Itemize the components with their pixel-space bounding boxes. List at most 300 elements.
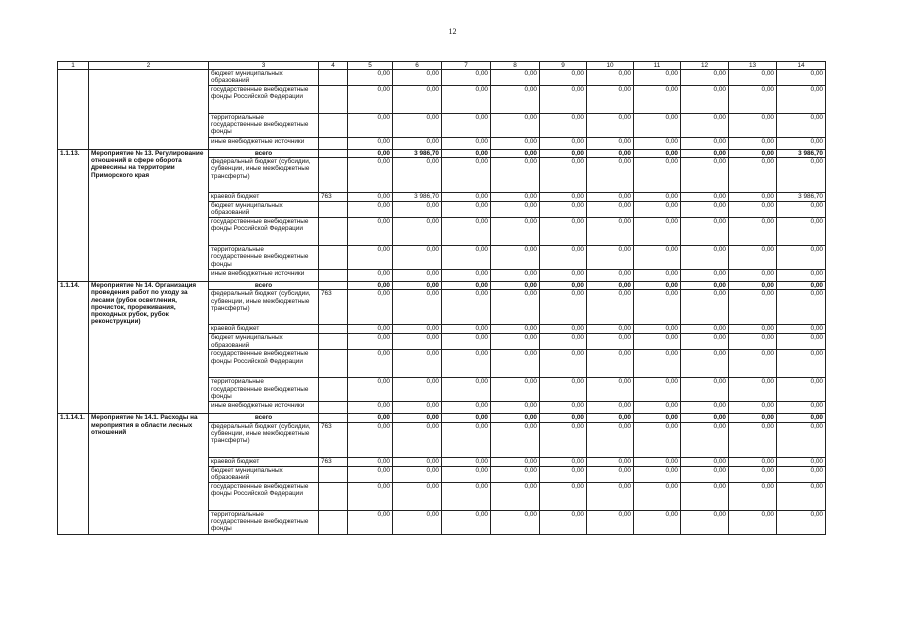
amount-cell: 0,00 [491, 158, 540, 193]
amount-cell: 0,00 [442, 158, 491, 193]
amount-cell: 3 986,70 [393, 150, 442, 158]
amount-cell: 0,00 [540, 402, 587, 414]
funding-source: иные внебюджетные источники [209, 402, 319, 414]
amount-cell: 0,00 [681, 86, 729, 114]
amount-cell: 0,00 [587, 114, 634, 138]
amount-cell: 0,00 [540, 150, 587, 158]
budget-code [319, 158, 348, 193]
amount-cell: 0,00 [348, 422, 393, 457]
amount-cell: 0,00 [491, 402, 540, 414]
amount-cell: 0,00 [540, 86, 587, 114]
amount-cell: 0,00 [491, 482, 540, 510]
amount-cell: 0,00 [540, 193, 587, 202]
amount-cell: 0,00 [681, 193, 729, 202]
amount-cell: 0,00 [587, 270, 634, 282]
amount-cell: 0,00 [634, 457, 681, 466]
amount-cell: 0,00 [491, 270, 540, 282]
amount-cell: 0,00 [540, 422, 587, 457]
column-number: 3 [209, 62, 319, 70]
amount-cell: 0,00 [634, 193, 681, 202]
column-number-row [58, 62, 826, 70]
amount-cell: 0,00 [442, 482, 491, 510]
budget-code: 763 [319, 193, 348, 202]
amount-cell: 0,00 [540, 202, 587, 218]
measure-number: 1.1.14. [58, 282, 89, 414]
budget-code [319, 414, 348, 422]
amount-cell: 0,00 [348, 70, 393, 86]
amount-cell: 0,00 [348, 350, 393, 378]
amount-cell: 0,00 [681, 114, 729, 138]
amount-cell: 0,00 [491, 70, 540, 86]
amount-cell: 0,00 [729, 414, 777, 422]
amount-cell: 0,00 [442, 350, 491, 378]
amount-cell: 0,00 [442, 202, 491, 218]
amount-cell: 0,00 [393, 270, 442, 282]
budget-code [319, 202, 348, 218]
amount-cell: 0,00 [540, 414, 587, 422]
amount-cell: 0,00 [393, 86, 442, 114]
amount-cell: 0,00 [491, 378, 540, 402]
column-number: 5 [348, 62, 393, 70]
amount-cell: 0,00 [587, 70, 634, 86]
column-number: 8 [491, 62, 540, 70]
amount-cell: 0,00 [393, 334, 442, 350]
amount-cell: 0,00 [348, 218, 393, 246]
amount-cell: 0,00 [587, 246, 634, 270]
amount-cell: 0,00 [634, 510, 681, 534]
amount-cell: 0,00 [729, 350, 777, 378]
amount-cell: 0,00 [777, 422, 826, 457]
funding-source: государственные внебюджетные фонды Российской Федерации [209, 482, 319, 510]
amount-cell: 0,00 [634, 138, 681, 150]
amount-cell: 0,00 [681, 457, 729, 466]
amount-cell: 0,00 [393, 202, 442, 218]
funding-source: иные внебюджетные источники [209, 270, 319, 282]
amount-cell: 0,00 [348, 282, 393, 290]
column-number: 2 [89, 62, 209, 70]
amount-cell: 0,00 [442, 282, 491, 290]
amount-cell: 0,00 [634, 350, 681, 378]
amount-cell: 3 986,70 [393, 193, 442, 202]
amount-cell: 0,00 [393, 378, 442, 402]
amount-cell: 0,00 [634, 290, 681, 325]
measure-name: Мероприятие № 14. Организация проведения работ по уходу за лесами (рубок осветления, прочисток, прореживания, проходных рубок, рубок реконструкции) [89, 282, 209, 414]
amount-cell: 0,00 [681, 414, 729, 422]
amount-cell: 0,00 [729, 325, 777, 334]
amount-cell: 0,00 [491, 290, 540, 325]
amount-cell: 0,00 [442, 325, 491, 334]
funding-source: краевой бюджет [209, 325, 319, 334]
amount-cell: 0,00 [393, 246, 442, 270]
funding-source: территориальные государственные внебюджетные фонды [209, 378, 319, 402]
amount-cell: 0,00 [491, 138, 540, 150]
amount-cell: 0,00 [777, 457, 826, 466]
amount-cell: 0,00 [587, 334, 634, 350]
amount-cell: 0,00 [729, 334, 777, 350]
amount-cell: 0,00 [491, 150, 540, 158]
amount-cell: 0,00 [540, 457, 587, 466]
amount-cell: 0,00 [348, 457, 393, 466]
funding-source: федеральный бюджет (субсидии, субвенции, иные межбюджетные трансферты) [209, 158, 319, 193]
table-body [58, 62, 826, 535]
amount-cell: 0,00 [348, 510, 393, 534]
funding-source: федеральный бюджет (субсидии, субвенции, иные межбюджетные трансферты) [209, 422, 319, 457]
amount-cell: 0,00 [442, 270, 491, 282]
table-row [58, 150, 826, 158]
amount-cell: 0,00 [681, 466, 729, 482]
amount-cell: 0,00 [681, 270, 729, 282]
amount-cell: 0,00 [491, 86, 540, 114]
budget-code [319, 70, 348, 86]
budget-code [319, 282, 348, 290]
amount-cell: 0,00 [587, 193, 634, 202]
funding-source: государственные внебюджетные фонды Российской Федерации [209, 350, 319, 378]
amount-cell: 0,00 [491, 457, 540, 466]
amount-cell: 0,00 [587, 158, 634, 193]
amount-cell: 0,00 [393, 510, 442, 534]
column-number: 4 [319, 62, 348, 70]
amount-cell: 0,00 [729, 114, 777, 138]
funding-source: краевой бюджет [209, 193, 319, 202]
amount-cell: 0,00 [540, 70, 587, 86]
amount-cell: 0,00 [442, 114, 491, 138]
measure-name [89, 70, 209, 150]
amount-cell: 0,00 [348, 138, 393, 150]
amount-cell: 0,00 [442, 422, 491, 457]
funding-source: территориальные государственные внебюджетные фонды [209, 510, 319, 534]
amount-cell: 0,00 [348, 402, 393, 414]
amount-cell: 0,00 [442, 334, 491, 350]
amount-cell: 0,00 [348, 150, 393, 158]
amount-cell: 0,00 [393, 422, 442, 457]
funding-source: государственные внебюджетные фонды Российской Федерации [209, 86, 319, 114]
budget-code [319, 466, 348, 482]
amount-cell: 0,00 [491, 422, 540, 457]
measure-name: Мероприятие № 13. Регулирование отношений в сфере оборота древесины на территории Приморского края [89, 150, 209, 282]
amount-cell: 0,00 [587, 466, 634, 482]
budget-code [319, 378, 348, 402]
amount-cell: 3 986,70 [777, 193, 826, 202]
amount-cell: 0,00 [634, 422, 681, 457]
amount-cell: 0,00 [540, 270, 587, 282]
amount-cell: 0,00 [393, 218, 442, 246]
amount-cell: 0,00 [729, 482, 777, 510]
amount-cell: 0,00 [777, 378, 826, 402]
amount-cell: 0,00 [393, 325, 442, 334]
amount-cell: 0,00 [587, 86, 634, 114]
amount-cell: 0,00 [729, 282, 777, 290]
amount-cell: 0,00 [777, 218, 826, 246]
amount-cell: 0,00 [777, 334, 826, 350]
amount-cell: 0,00 [587, 150, 634, 158]
amount-cell: 0,00 [634, 325, 681, 334]
amount-cell: 0,00 [777, 482, 826, 510]
funding-source: иные внебюджетные источники [209, 138, 319, 150]
funding-source: всего [209, 150, 319, 158]
amount-cell: 0,00 [634, 334, 681, 350]
amount-cell: 0,00 [681, 282, 729, 290]
amount-cell: 0,00 [729, 158, 777, 193]
funding-source: бюджет муниципальных образований [209, 202, 319, 218]
amount-cell: 0,00 [729, 270, 777, 282]
amount-cell: 0,00 [491, 218, 540, 246]
amount-cell: 3 986,70 [777, 150, 826, 158]
column-number: 14 [777, 62, 826, 70]
amount-cell: 0,00 [729, 402, 777, 414]
amount-cell: 0,00 [634, 270, 681, 282]
amount-cell: 0,00 [540, 325, 587, 334]
column-number: 12 [681, 62, 729, 70]
amount-cell: 0,00 [634, 70, 681, 86]
amount-cell: 0,00 [587, 282, 634, 290]
budget-code [319, 325, 348, 334]
column-number: 13 [729, 62, 777, 70]
amount-cell: 0,00 [681, 325, 729, 334]
amount-cell: 0,00 [393, 158, 442, 193]
amount-cell: 0,00 [681, 70, 729, 86]
amount-cell: 0,00 [729, 202, 777, 218]
budget-code [319, 510, 348, 534]
amount-cell: 0,00 [393, 402, 442, 414]
amount-cell: 0,00 [348, 334, 393, 350]
budget-code [319, 402, 348, 414]
amount-cell: 0,00 [634, 246, 681, 270]
funding-source: всего [209, 282, 319, 290]
amount-cell: 0,00 [729, 510, 777, 534]
amount-cell: 0,00 [491, 466, 540, 482]
amount-cell: 0,00 [393, 350, 442, 378]
table-row [58, 414, 826, 422]
amount-cell: 0,00 [442, 378, 491, 402]
amount-cell: 0,00 [491, 282, 540, 290]
column-number: 11 [634, 62, 681, 70]
amount-cell: 0,00 [442, 150, 491, 158]
amount-cell: 0,00 [681, 138, 729, 150]
amount-cell: 0,00 [634, 202, 681, 218]
amount-cell: 0,00 [634, 466, 681, 482]
amount-cell: 0,00 [540, 482, 587, 510]
budget-code [319, 270, 348, 282]
measure-name: Мероприятие № 14.1. Расходы на мероприятия в области лесных отношений [89, 414, 209, 534]
amount-cell: 0,00 [393, 290, 442, 325]
funding-source: территориальные государственные внебюджетные фонды [209, 246, 319, 270]
amount-cell: 0,00 [634, 114, 681, 138]
table-row [58, 282, 826, 290]
amount-cell: 0,00 [491, 325, 540, 334]
amount-cell: 0,00 [777, 86, 826, 114]
column-number: 9 [540, 62, 587, 70]
amount-cell: 0,00 [729, 138, 777, 150]
amount-cell: 0,00 [681, 510, 729, 534]
amount-cell: 0,00 [681, 218, 729, 246]
amount-cell: 0,00 [540, 114, 587, 138]
measure-number [58, 70, 89, 150]
funding-source: краевой бюджет [209, 457, 319, 466]
amount-cell: 0,00 [393, 482, 442, 510]
amount-cell: 0,00 [681, 378, 729, 402]
amount-cell: 0,00 [348, 290, 393, 325]
amount-cell: 0,00 [540, 282, 587, 290]
amount-cell: 0,00 [729, 290, 777, 325]
amount-cell: 0,00 [587, 378, 634, 402]
amount-cell: 0,00 [729, 86, 777, 114]
amount-cell: 0,00 [393, 466, 442, 482]
page-number: 12 [448, 27, 457, 36]
amount-cell: 0,00 [348, 193, 393, 202]
amount-cell: 0,00 [540, 290, 587, 325]
amount-cell: 0,00 [681, 246, 729, 270]
amount-cell: 0,00 [442, 86, 491, 114]
amount-cell: 0,00 [540, 334, 587, 350]
amount-cell: 0,00 [587, 325, 634, 334]
amount-cell: 0,00 [587, 457, 634, 466]
funding-source: федеральный бюджет (субсидии, субвенции, иные межбюджетные трансферты) [209, 290, 319, 325]
amount-cell: 0,00 [729, 422, 777, 457]
column-number: 10 [587, 62, 634, 70]
amount-cell: 0,00 [681, 422, 729, 457]
amount-cell: 0,00 [681, 482, 729, 510]
amount-cell: 0,00 [393, 70, 442, 86]
amount-cell: 0,00 [540, 218, 587, 246]
amount-cell: 0,00 [777, 402, 826, 414]
amount-cell: 0,00 [634, 282, 681, 290]
amount-cell: 0,00 [681, 350, 729, 378]
amount-cell: 0,00 [540, 378, 587, 402]
budget-code [319, 246, 348, 270]
amount-cell: 0,00 [777, 158, 826, 193]
budget-code [319, 218, 348, 246]
amount-cell: 0,00 [491, 510, 540, 534]
amount-cell: 0,00 [348, 325, 393, 334]
amount-cell: 0,00 [729, 70, 777, 86]
budget-code [319, 482, 348, 510]
amount-cell: 0,00 [777, 510, 826, 534]
amount-cell: 0,00 [777, 350, 826, 378]
amount-cell: 0,00 [777, 138, 826, 150]
amount-cell: 0,00 [442, 70, 491, 86]
funding-source: территориальные государственные внебюджетные фонды [209, 114, 319, 138]
amount-cell: 0,00 [777, 202, 826, 218]
budget-code [319, 138, 348, 150]
amount-cell: 0,00 [634, 86, 681, 114]
amount-cell: 0,00 [777, 246, 826, 270]
amount-cell: 0,00 [491, 334, 540, 350]
amount-cell: 0,00 [729, 193, 777, 202]
amount-cell: 0,00 [540, 510, 587, 534]
amount-cell: 0,00 [634, 482, 681, 510]
amount-cell: 0,00 [442, 457, 491, 466]
funding-source: бюджет муниципальных образований [209, 334, 319, 350]
amount-cell: 0,00 [491, 246, 540, 270]
amount-cell: 0,00 [348, 114, 393, 138]
amount-cell: 0,00 [442, 510, 491, 534]
amount-cell: 0,00 [393, 457, 442, 466]
budget-code [319, 350, 348, 378]
amount-cell: 0,00 [729, 150, 777, 158]
amount-cell: 0,00 [681, 334, 729, 350]
amount-cell: 0,00 [777, 70, 826, 86]
amount-cell: 0,00 [587, 202, 634, 218]
budget-code [319, 150, 348, 158]
funding-source: государственные внебюджетные фонды Российской Федерации [209, 218, 319, 246]
amount-cell: 0,00 [491, 202, 540, 218]
amount-cell: 0,00 [348, 158, 393, 193]
amount-cell: 0,00 [491, 414, 540, 422]
amount-cell: 0,00 [777, 414, 826, 422]
amount-cell: 0,00 [442, 402, 491, 414]
amount-cell: 0,00 [491, 193, 540, 202]
amount-cell: 0,00 [729, 466, 777, 482]
amount-cell: 0,00 [348, 270, 393, 282]
amount-cell: 0,00 [587, 422, 634, 457]
amount-cell: 0,00 [729, 218, 777, 246]
amount-cell: 0,00 [348, 202, 393, 218]
amount-cell: 0,00 [777, 325, 826, 334]
amount-cell: 0,00 [442, 138, 491, 150]
measure-number: 1.1.13. [58, 150, 89, 282]
amount-cell: 0,00 [587, 350, 634, 378]
budget-code [319, 114, 348, 138]
table-row [58, 70, 826, 86]
amount-cell: 0,00 [777, 282, 826, 290]
budget-code [319, 334, 348, 350]
amount-cell: 0,00 [348, 414, 393, 422]
amount-cell: 0,00 [634, 378, 681, 402]
amount-cell: 0,00 [729, 378, 777, 402]
funding-source: бюджет муниципальных образований [209, 70, 319, 86]
amount-cell: 0,00 [491, 350, 540, 378]
amount-cell: 0,00 [393, 138, 442, 150]
amount-cell: 0,00 [348, 466, 393, 482]
funding-source: бюджет муниципальных образований [209, 466, 319, 482]
amount-cell: 0,00 [634, 402, 681, 414]
amount-cell: 0,00 [681, 402, 729, 414]
budget-code: 763 [319, 290, 348, 325]
amount-cell: 0,00 [442, 246, 491, 270]
amount-cell: 0,00 [587, 402, 634, 414]
amount-cell: 0,00 [540, 350, 587, 378]
amount-cell: 0,00 [587, 290, 634, 325]
amount-cell: 0,00 [393, 114, 442, 138]
amount-cell: 0,00 [442, 290, 491, 325]
funding-source: всего [209, 414, 319, 422]
amount-cell: 0,00 [540, 158, 587, 193]
amount-cell: 0,00 [587, 482, 634, 510]
amount-cell: 0,00 [442, 414, 491, 422]
amount-cell: 0,00 [777, 114, 826, 138]
amount-cell: 0,00 [587, 138, 634, 150]
measure-number: 1.1.14.1. [58, 414, 89, 534]
amount-cell: 0,00 [729, 457, 777, 466]
amount-cell: 0,00 [540, 246, 587, 270]
budget-code [319, 86, 348, 114]
amount-cell: 0,00 [634, 414, 681, 422]
amount-cell: 0,00 [777, 270, 826, 282]
amount-cell: 0,00 [587, 510, 634, 534]
column-number: 1 [58, 62, 89, 70]
amount-cell: 0,00 [634, 158, 681, 193]
amount-cell: 0,00 [681, 290, 729, 325]
column-number: 7 [442, 62, 491, 70]
amount-cell: 0,00 [777, 290, 826, 325]
amount-cell: 0,00 [442, 193, 491, 202]
amount-cell: 0,00 [393, 282, 442, 290]
amount-cell: 0,00 [681, 202, 729, 218]
amount-cell: 0,00 [681, 150, 729, 158]
amount-cell: 0,00 [729, 246, 777, 270]
column-number: 6 [393, 62, 442, 70]
amount-cell: 0,00 [442, 466, 491, 482]
